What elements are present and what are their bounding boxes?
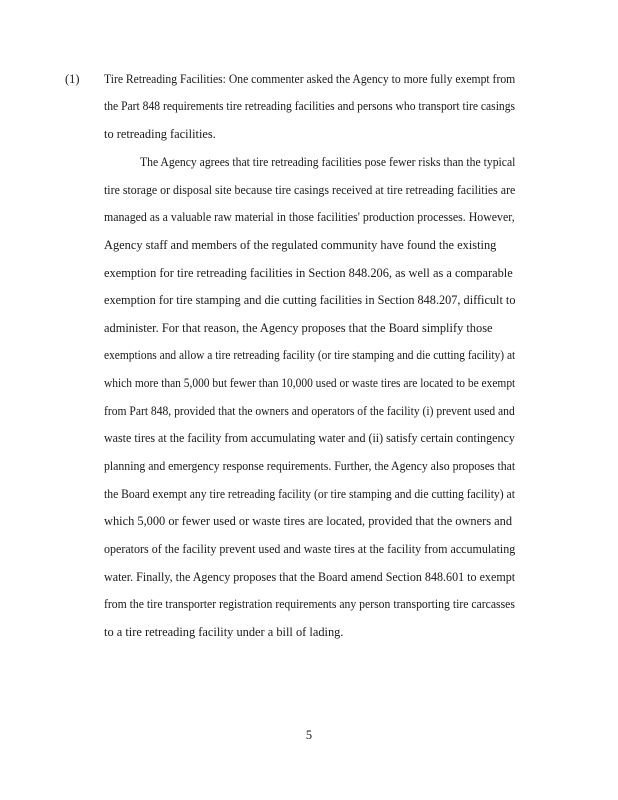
text-line: exemptions and allow a tire retreading facility (or tire stamping and die cutting facility) at: [104, 348, 516, 362]
page-number: 5: [305, 728, 313, 742]
text-line: which 5,000 or fewer used or waste tires are located, provided that the owners and: [104, 514, 513, 528]
text-line: the Part 848 requirements tire retreading facilities and persons who transport tire casings: [104, 99, 516, 113]
text-line: the Board exempt any tire retreading facility (or tire stamping and die cutting facility) at: [104, 487, 515, 501]
text-line: to a tire retreading facility under a bill of lading.: [104, 625, 344, 639]
text-line: The Agency agrees that tire retreading facilities pose fewer risks than the typical: [140, 155, 516, 169]
text-line: Tire Retreading Facilities: One commenter asked the Agency to more fully exempt from: [104, 72, 516, 86]
text-line: from the tire transporter registration requirements any person transporting tire carcasses: [104, 597, 515, 611]
text-line: managed as a valuable raw material in those facilities' production processes. However,: [104, 210, 515, 224]
text-line: from Part 848, provided that the owners and operators of the facility (i) prevent used and: [104, 404, 515, 418]
text-line: which more than 5,000 but fewer than 10,000 used or waste tires are located to be exempt: [104, 376, 516, 390]
text-line: exemption for tire retreading facilities in Section 848.206, as well as a comparable: [104, 266, 513, 280]
text-line: water. Finally, the Agency proposes that the Board amend Section 848.601 to exempt: [104, 570, 516, 584]
text-line: waste tires at the facility from accumulating water and (ii) satisfy certain contingency: [104, 431, 515, 445]
text-line: Agency staff and members of the regulated community have found the existing: [104, 238, 497, 252]
text-line: operators of the facility prevent used and waste tires at the facility from accumulating: [104, 542, 516, 556]
item-number: (1): [65, 72, 80, 86]
text-line: exemption for tire stamping and die cutting facilities in Section 848.207, difficult to: [104, 293, 516, 307]
text-line: tire storage or disposal site because tire casings received at tire retreading facilities are: [104, 183, 516, 197]
text-line: planning and emergency response requirements. Further, the Agency also proposes that: [104, 459, 516, 473]
text-line: to retreading facilities.: [104, 127, 216, 141]
text-line: administer. For that reason, the Agency proposes that the Board simplify those: [104, 321, 493, 335]
